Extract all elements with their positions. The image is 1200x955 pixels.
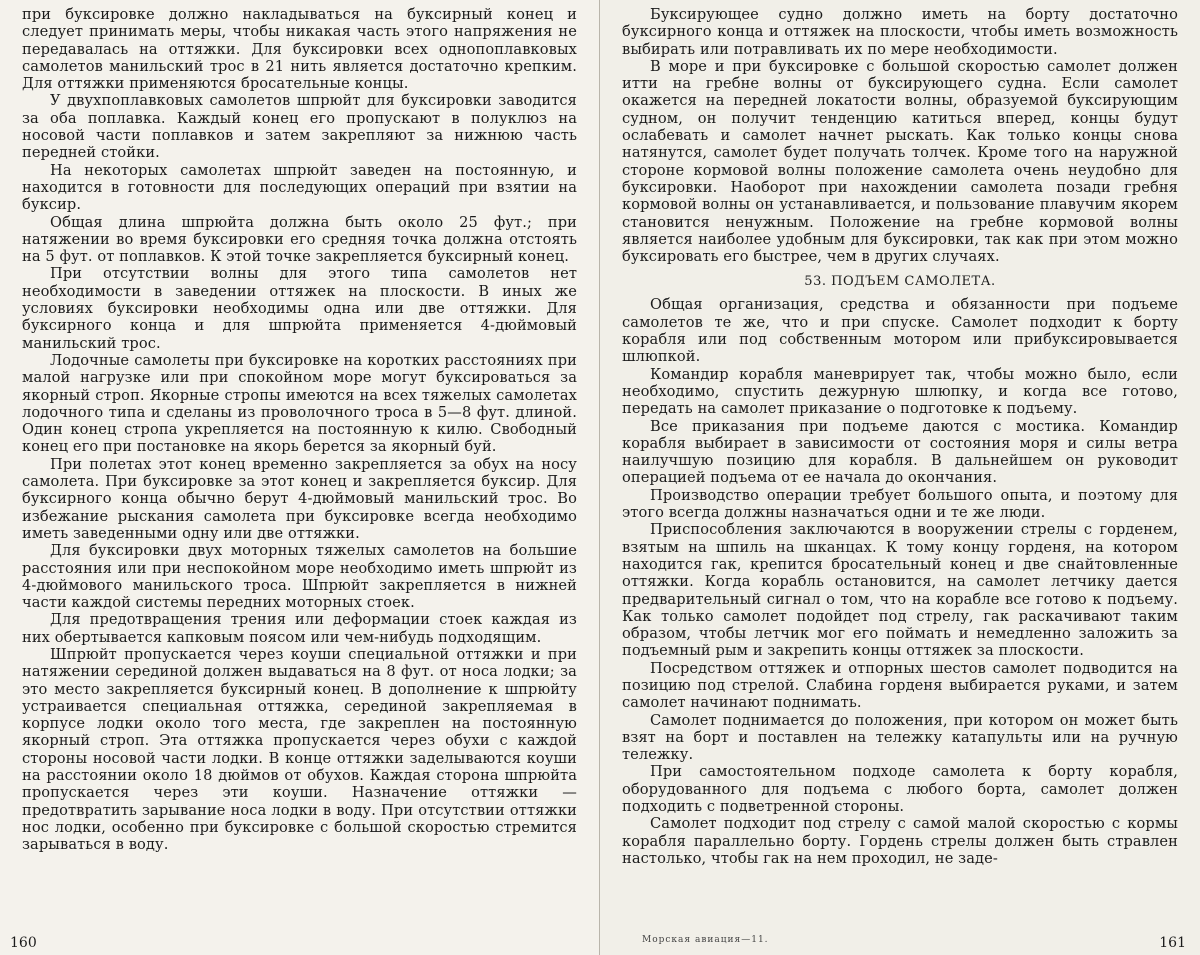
right-page [600, 0, 1200, 955]
paragraph: При полетах этот конец временно закрепляется за обух на носу самолета. При буксировке за этот конец и закрепляется буксир. Для буксирного конца обычно берут 4-дюймовый манильский трос. Во избежание рыскания самолета при буксировке всегда необходимо иметь заведенными одну или две оттяжки. [22, 455, 577, 542]
paragraph: Лодочные самолеты при буксировке на коротких расстояниях при малой нагрузке или при спокойном море могут буксироваться за якорный строп. Якорные стропы имеются на всех тяжелых самолетах лодочного типа и сделаны из проволочного троса в 5—8 фут. длиной. Один конец стропа укрепляется на постоянную к килю. Свободный конец его при постановке на якорь берется за якорный буй. [22, 351, 577, 456]
paragraph: В море и при буксировке с большой скоростью самолет должен итти на гребне волны от буксирующего судна. Если самолет окажется на передней локатости волны, образуемой буксирующим судном, он получит тенденцию катиться вперед, концы будут ослабевать и самолет начнет рыскать. Как только концы снова натянутся, самолет будет получать толчек. Кроме того на наружной стороне кормовой волны положение самолета очень неудобно для буксировки. Наоборот при нахождении самолета позади гребня кормовой волны он устанавливается, и пользование плавучим якорем становится ненужным. Положение на гребне кормовой волны является наиболее удобным для буксировки, так как при этом можно буксировать его быстрее, чем в других случаях. [622, 57, 1178, 266]
paragraph: Посредством оттяжек и отпорных шестов самолет подводится на позицию под стрелой. Слабина горденя выбирается руками, и затем самолет начинают поднимать. [622, 659, 1178, 712]
paragraph: Общая длина шпрюйта должна быть около 25 фут.; при натяжении во время буксировки его средняя точка должна отстоять на 5 фут. от поплавков. К этой точке закрепляется буксирный конец. [22, 213, 577, 266]
paragraph: Командир корабля маневрирует так, чтобы можно было, если необходимо, спустить дежурную шлюпку, и когда все готово, передать на самолет приказание о подготовке к подъему. [622, 365, 1178, 418]
page-number: 161 [1159, 935, 1186, 951]
paragraph: Общая организация, средства и обязанности при подъеме самолетов те же, что и при спуске. Самолет подходит к борту корабля или под собственным мотором или прибуксировывается шлюпкой. [622, 296, 1178, 366]
paragraph: Самолет подходит под стрелу с самой малой скоростью с кормы корабля параллельно борту. Гордень стрелы должен быть стравлен настолько, чтобы гак на нем проходил, не заде- [622, 815, 1178, 867]
printer-signature: Морская авиация—11. [642, 935, 769, 945]
paragraph: Самолет поднимается до положения, при котором он может быть взят на борт и поставлен на тележку катапульты или на ручную тележку. [622, 711, 1178, 764]
paragraph: Приспособления заключаются в вооружении стрелы с горденем, взятым на шпиль на шканцах. К тому концу горденя, на котором находится гак, крепится бросательный конец и две снайтовленные оттяжки. Когда корабль остановится, на самолет летчику дается предварительный сигнал о том, что на корабле все готово к подъему. Как только самолет подойдет под стрелу, гак раскачивают таким образом, чтобы летчик мог его поймать и немедленно заложить за подъемный рым и закрепить концы оттяжек за плоскости. [622, 521, 1178, 660]
paragraph: У двухпоплавковых самолетов шпрюйт для буксировки заводится за оба поплавка. Каждый конец его пропускают в полуклюз на носовой части поплавков и затем закрепляют за нижнюю часть передней стойки. [22, 92, 577, 162]
paragraph: На некоторых самолетах шпрюйт заведен на постоянную, и находится в готовности для последующих операций при взятии на буксир. [22, 161, 577, 214]
paragraph: при буксировке должно накладываться на буксирный конец и следует принимать меры, чтобы никакая часть этого напряжения не передавалась на оттяжки. Для буксировки всех однопоплавковых самолетов манильский трос в 21 нить является достаточно крепким. Для оттяжки применяются бросательные концы. [22, 6, 577, 93]
paragraph: Для буксировки двух моторных тяжелых самолетов на большие расстояния или при неспокойном море необходимо иметь шпрюйт из 4-дюймового манильского троса. Шпрюйт закрепляется в нижней части каждой системы передних моторных стоек. [22, 542, 577, 612]
section-heading: 53. ПОДЪЕМ САМОЛЕТА. [804, 274, 996, 290]
paragraph: Все приказания при подъеме даются с мостика. Командир корабля выбирает в зависимости от состояния моря и силы ветра наилучшую позицию для корабля. В дальнейшем он руководит операцией подъема от ее начала до окончания. [622, 417, 1178, 487]
paragraph: При самостоятельном подходе самолета к борту корабля, оборудованного для подъема с любого борта, самолет должен подходить с подветренной стороны. [622, 763, 1178, 816]
paragraph: Шпрюйт пропускается через коуши специальной оттяжки и при натяжении серединой должен выдаваться на 8 фут. от носа лодки; за это место закрепляется буксирный конец. В дополнение к шпрюйту устраивается специальная оттяжка, серединой закрепляемая в корпусе лодки около того места, где закреплен на постоянную якорный строп. Эта оттяжка пропускается через обухи с каждой стороны носовой части лодки. В конце оттяжки заделываются коуши на расстоянии около 18 дюймов от обухов. Каждая сторона шпрюйта пропускается через эти коуши. Назначение оттяжки — предотвратить зарывание носа лодки в воду. При отсутствии оттяжки нос лодки, особенно при буксировке с большой скоростью стремится зарываться в воду. [22, 645, 577, 854]
paragraph: Буксирующее судно должно иметь на борту достаточно буксирного конца и оттяжек на плоскости, чтобы иметь возможность выбирать или потравливать их по мере необходимости. [622, 6, 1178, 58]
paragraph: При отсутствии волны для этого типа самолетов нет необходимости в заведении оттяжек на плоскости. В иных же условиях буксировки необходимы одна или две оттяжки. Для буксирного конца и для шпрюйта применяется 4-дюймовый манильский трос. [22, 265, 577, 352]
page-number: 160 [10, 935, 37, 951]
paragraph: Для предотвращения трения или деформации стоек каждая из них обертывается капковым поясом или чем-нибудь подходящим. [22, 611, 577, 646]
paragraph: Производство операции требует большого опыта, и поэтому для этого всегда должны назначаться одни и те же люди. [622, 486, 1178, 522]
